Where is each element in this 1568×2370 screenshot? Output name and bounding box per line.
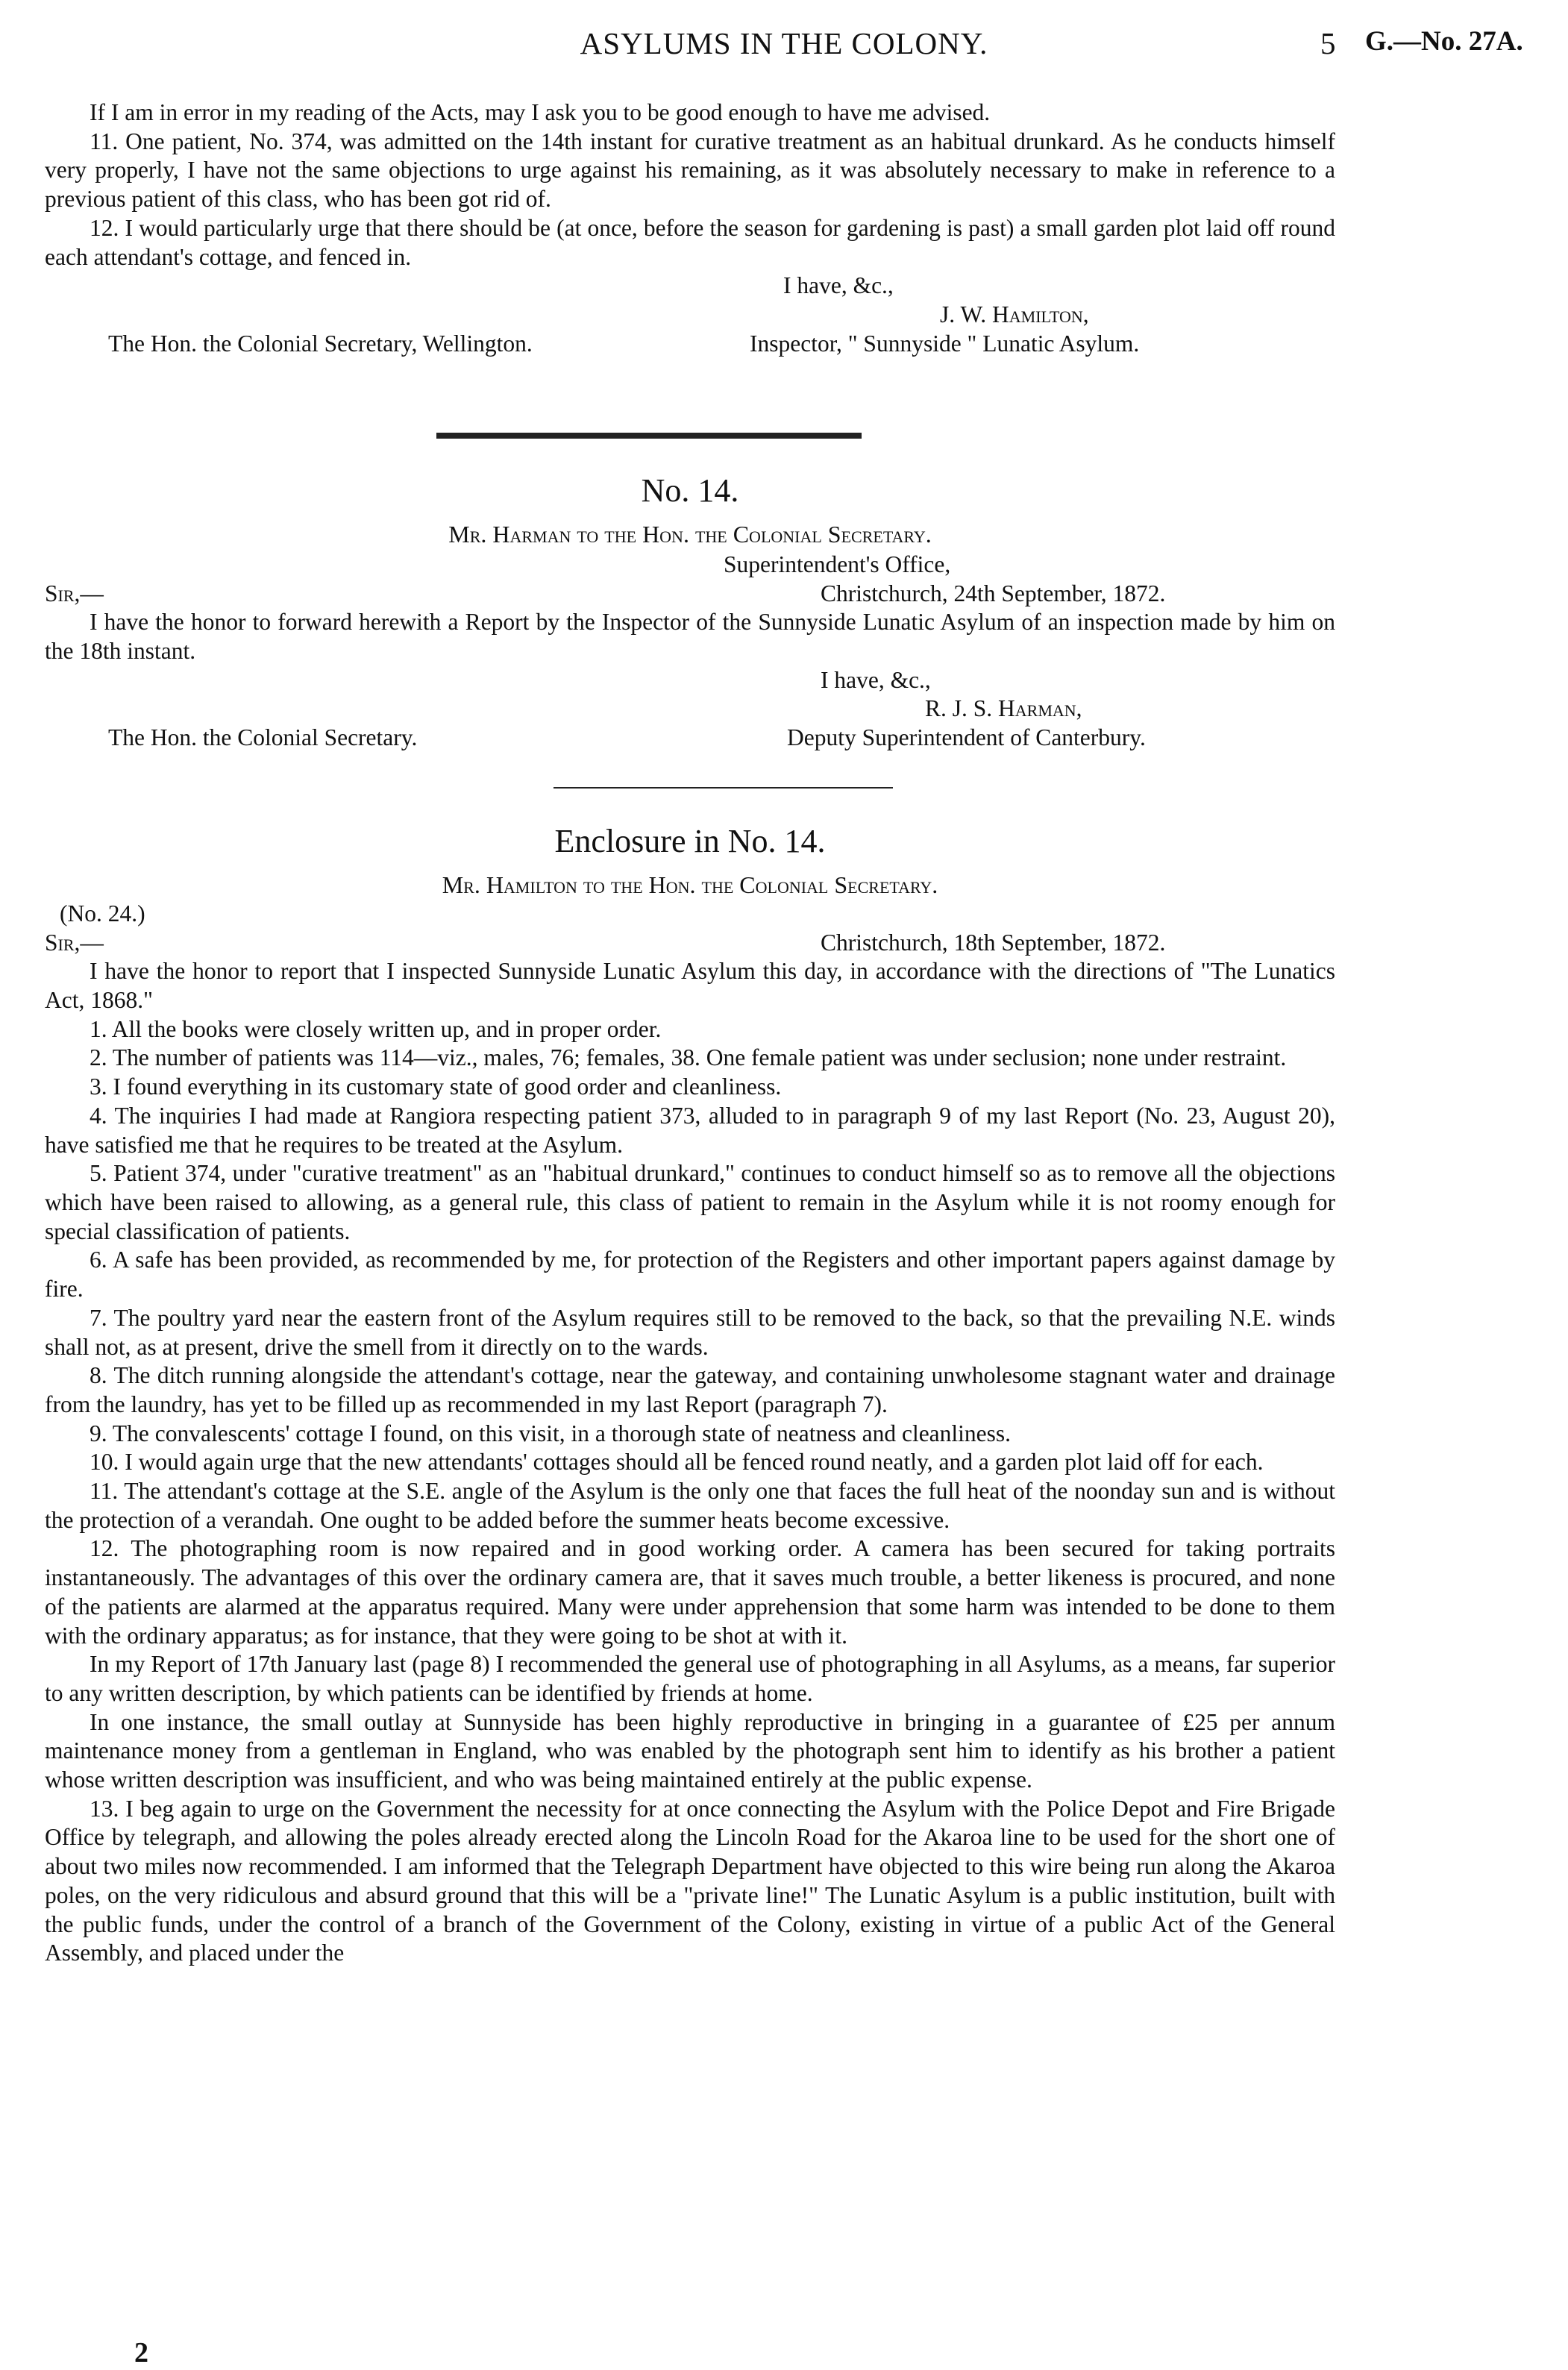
addressee: The Hon. the Colonial Secretary. bbox=[108, 724, 418, 751]
office: Superintendent's Office, bbox=[724, 551, 951, 577]
letter-number-heading: No. 14. bbox=[641, 472, 739, 509]
salutation: Sir,— bbox=[45, 580, 104, 606]
salutation: Sir,— bbox=[45, 929, 104, 956]
closing: I have, &c., bbox=[821, 666, 931, 693]
letter-subtitle: Mr. Harman to the Hon. the Colonial Secretary. bbox=[448, 521, 932, 548]
enclosure-letter bbox=[45, 900, 1335, 1968]
signature-line bbox=[45, 301, 1335, 330]
paragraph: I have the honor to report that I inspected Sunnyside Lunatic Asylum this day, in accordance with the directions of "The Lunatics Act, 1868." bbox=[45, 958, 1335, 1014]
running-title: ASYLUMS IN THE COLONY. bbox=[580, 26, 988, 60]
document-reference: G.—No. 27A. bbox=[1365, 26, 1523, 57]
office-line bbox=[45, 551, 1335, 580]
paragraph: If I am in error in my reading of the Acts, may I ask you to be good enough to have me advised. bbox=[90, 99, 991, 125]
paragraph: 12. I would particularly urge that there should be (at once, before the season for gardening is past) a small garden plot laid off round each attendant's cottage, and fenced in. bbox=[45, 214, 1335, 270]
paragraph: 5. Patient 374, under "curative treatment" as an "habitual drunkard," continues to conduct himself so as to remove all the objections which have been raised to allowing, as a general rule, this class of patient to remain in the Asylum while it is not roomy enough for special classification of patients. bbox=[45, 1160, 1335, 1244]
section-1 bbox=[45, 98, 1335, 358]
signature: R. J. S. Harman, bbox=[925, 695, 1082, 722]
paragraph: 12. The photographing room is now repaired and in good working order. A camera has been secured for taking portraits instantaneously. The advantages of this over the ordinary camera are, that it saves much trouble, a better likeness is procured, and none of the patients are alarmed at the apparatus required. Many were under apprehension that some harm was intended to be done to them with the ordinary apparatus; as for instance, that they were going to be shot at with it. bbox=[45, 1535, 1335, 1649]
signature-line bbox=[45, 695, 1335, 724]
paragraph: 4. The inquiries I had made at Rangiora respecting patient 373, alluded to in paragraph 9 of my last Report (No. 23, August 20), have satisfied me that he requires to be treated at the Asylum. bbox=[45, 1102, 1335, 1158]
closing-line bbox=[45, 666, 1335, 695]
letter-14 bbox=[45, 551, 1335, 753]
paragraph: 8. The ditch running alongside the attendant's cottage, near the gateway, and containing unwholesome stagnant water and drainage from the laundry, has yet to be filled up as recommended in my last Report (paragraph 7). bbox=[45, 1362, 1335, 1417]
signature-folio: 2 bbox=[134, 2337, 148, 2369]
enclosure-heading: Enclosure in No. 14. bbox=[554, 823, 826, 859]
reference-number: (No. 24.) bbox=[60, 900, 145, 927]
paragraph: 9. The convalescents' cottage I found, on this visit, in a thorough state of neatness and cleanliness. bbox=[90, 1420, 1012, 1446]
closing: I have, &c., bbox=[783, 272, 894, 299]
salutation-line bbox=[45, 929, 1335, 958]
paragraph: 10. I would again urge that the new attendants' cottages should all be fenced round neatly, and a garden plot laid off for each. bbox=[90, 1449, 1264, 1476]
place-date: Christchurch, 18th September, 1872. bbox=[821, 929, 1166, 956]
paragraph: In one instance, the small outlay at Sunnyside has been highly reproductive in bringing in a guarantee of £25 per annum maintenance money from a gentleman in England, who was enabled by the photograph sent him to identify as his brother a patient whose written description was insufficient, and who was being maintained entirely at the public expense. bbox=[45, 1708, 1335, 1793]
salutation-line bbox=[45, 580, 1335, 609]
paragraph: I have the honor to forward herewith a Report by the Inspector of the Sunnyside Lunatic Asylum of an inspection made by him on the 18th instant. bbox=[45, 609, 1335, 665]
enclosure-subtitle: Mr. Hamilton to the Hon. the Colonial Secretary. bbox=[442, 871, 938, 898]
section-divider bbox=[553, 787, 893, 789]
paragraph: 7. The poultry yard near the eastern front of the Asylum requires still to be removed to the back, so that the prevailing N.E. winds shall not, as at present, drive the smell from it directly on to the wards. bbox=[45, 1304, 1335, 1360]
section-divider bbox=[436, 433, 862, 439]
paragraph: 13. I beg again to urge on the Government the necessity for at once connecting the Asylum with the Police Depot and Fire Brigade Office by telegraph, and allowing the poles already erected along the Lincoln Road for the Akaroa line to be used for the short one of about two miles now recommended. I am informed that the Telegraph Department have objected to this wire being run along the Akaroa poles, on the very ridiculous and absurd ground that this will be a "private line!" The Lunatic Asylum is a public institution, built with the public funds, under the control of a branch of the Government of the Colony, existing in virtue of a public Act of the General Assembly, and placed under the bbox=[45, 1795, 1335, 1966]
paragraph: 1. All the books were closely written up, and in proper order. bbox=[90, 1015, 662, 1042]
place-date: Christchurch, 24th September, 1872. bbox=[821, 580, 1166, 606]
closing-line bbox=[45, 272, 1335, 301]
paragraph: 6. A safe has been provided, as recommended by me, for protection of the Registers and other important papers against damage by fire. bbox=[45, 1247, 1335, 1302]
paragraph: 11. One patient, No. 374, was admitted on the 14th instant for curative treatment as an habitual drunkard. As he conducts himself very properly, I have not the same objections to urge against his remaining, as it was absolutely necessary to make in reference to a previous patient of this class, who has been got rid of. bbox=[45, 128, 1335, 213]
paragraph: 11. The attendant's cottage at the S.E. angle of the Asylum is the only one that faces the full heat of the noonday sun and is without the protection of a verandah. One ought to be added before the summer heats become excessive. bbox=[45, 1478, 1335, 1533]
page-number: 5 bbox=[1320, 26, 1336, 60]
signatory-title: Inspector, " Sunnyside " Lunatic Asylum. bbox=[750, 330, 1140, 357]
paragraph: 2. The number of patients was 114—viz., males, 76; females, 38. One female patient was under seclusion; none under restraint. bbox=[90, 1044, 1287, 1071]
addressee-line bbox=[45, 724, 1335, 753]
paragraph: In my Report of 17th January last (page 8) I recommended the general use of photographing in all Asylums, as a means, far superior to any written description, by which patients can be identified by friends at home. bbox=[45, 1651, 1335, 1706]
addressee-line bbox=[45, 330, 1335, 359]
signatory-title: Deputy Superintendent of Canterbury. bbox=[787, 724, 1146, 751]
paragraph: 3. I found everything in its customary state of good order and cleanliness. bbox=[90, 1073, 782, 1100]
page-header bbox=[0, 25, 1568, 70]
ref-line bbox=[45, 900, 1335, 929]
signature: J. W. Hamilton, bbox=[940, 301, 1089, 327]
addressee: The Hon. the Colonial Secretary, Wellington. bbox=[108, 330, 533, 357]
